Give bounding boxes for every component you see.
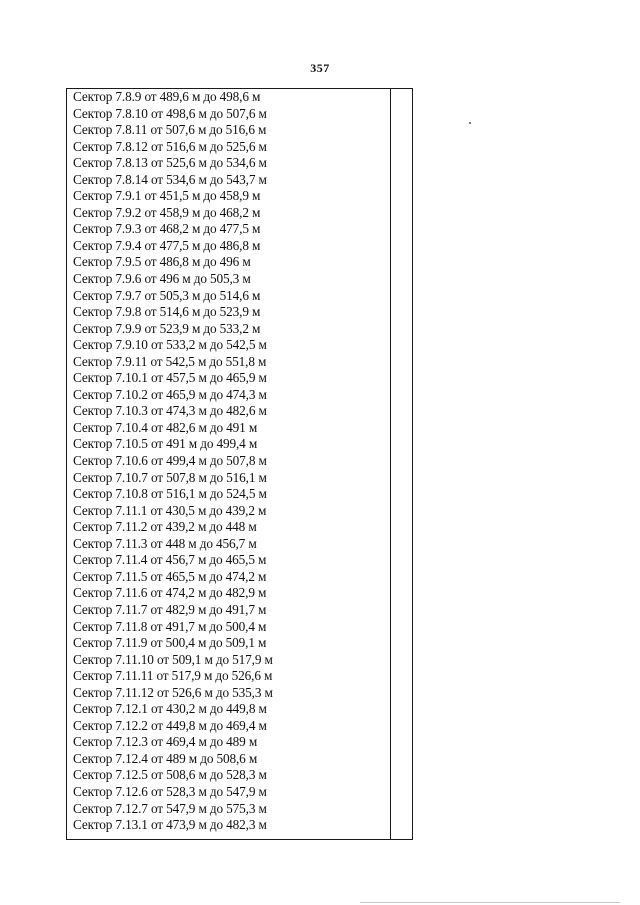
- table-row: Сектор 7.10.6 от 499,4 м до 507,8 м: [73, 453, 267, 469]
- table-row: Сектор 7.9.6 от 496 м до 505,3 м: [73, 271, 251, 287]
- table-row: Сектор 7.9.4 от 477,5 м до 486,8 м: [73, 237, 261, 253]
- table-row: Сектор 7.12.3 от 469,4 м до 489 м: [73, 734, 258, 750]
- table-row: Сектор 7.11.10 от 509,1 м до 517,9 м: [73, 651, 273, 667]
- table-row: Сектор 7.12.4 от 489 м до 508,6 м: [73, 750, 258, 766]
- table-row: Сектор 7.9.10 от 533,2 м до 542,5 м: [73, 337, 267, 353]
- table-row: Сектор 7.10.4 от 482,6 м до 491 м: [73, 419, 258, 435]
- table-row: Сектор 7.12.2 от 449,8 м до 469,4 м: [73, 717, 267, 733]
- table-row: Сектор 7.12.6 от 528,3 м до 547,9 м: [73, 783, 267, 799]
- table-row: Сектор 7.8.12 от 516,6 м до 525,6 м: [73, 138, 267, 154]
- table-row: Сектор 7.8.13 от 525,6 м до 534,6 м: [73, 155, 267, 171]
- table-row: Сектор 7.11.2 от 439,2 м до 448 м: [73, 519, 257, 535]
- table-row: Сектор 7.11.11 от 517,9 м до 526,6 м: [73, 668, 273, 684]
- table-row: Сектор 7.13.1 от 473,9 м до 482,3 м: [73, 817, 267, 833]
- table-row: Сектор 7.12.1 от 430,2 м до 449,8 м: [73, 701, 267, 717]
- page-number: 357: [310, 61, 330, 75]
- table-row: Сектор 7.9.3 от 468,2 м до 477,5 м: [73, 221, 261, 237]
- table-row: Сектор 7.11.7 от 482,9 м до 491,7 м: [73, 601, 267, 617]
- table-row: Сектор 7.11.12 от 526,6 м до 535,3 м: [73, 684, 273, 700]
- table-row: Сектор 7.9.7 от 505,3 м до 514,6 м: [73, 287, 261, 303]
- table-row: Сектор 7.8.11 от 507,6 м до 516,6 м: [73, 122, 267, 138]
- table-row: Сектор 7.11.3 от 448 м до 456,7 м: [73, 535, 257, 551]
- table-row: Сектор 7.8.10 от 498,6 м до 507,6 м: [73, 105, 267, 121]
- scan-speck: [469, 122, 471, 124]
- table-row: Сектор 7.10.8 от 516,1 м до 524,5 м: [73, 486, 267, 502]
- table-row: Сектор 7.8.14 от 534,6 м до 543,7 м: [73, 171, 267, 187]
- table-row: Сектор 7.10.1 от 457,5 м до 465,9 м: [73, 370, 267, 386]
- table-row: Сектор 7.11.9 от 500,4 м до 509,1 м: [73, 635, 267, 651]
- empty-right-column: [392, 89, 412, 839]
- table-row: Сектор 7.12.5 от 508,6 м до 528,3 м: [73, 767, 267, 783]
- table-row: Сектор 7.12.7 от 547,9 м до 575,3 м: [73, 800, 267, 816]
- table-row: Сектор 7.11.5 от 465,5 м до 474,2 м: [73, 568, 267, 584]
- table-row: Сектор 7.11.8 от 491,7 м до 500,4 м: [73, 618, 267, 634]
- table-row: Сектор 7.9.11 от 542,5 м до 551,8 м: [73, 353, 267, 369]
- scan-edge-line: [360, 902, 620, 903]
- table-row: Сектор 7.9.9 от 523,9 м до 533,2 м: [73, 320, 261, 336]
- sector-list: [73, 89, 388, 834]
- table-row: Сектор 7.9.2 от 458,9 м до 468,2 м: [73, 204, 261, 220]
- table-row: Сектор 7.9.5 от 486,8 м до 496 м: [73, 254, 251, 270]
- table-row: Сектор 7.11.1 от 430,5 м до 439,2 м: [73, 502, 267, 518]
- table-row: Сектор 7.10.2 от 465,9 м до 474,3 м: [73, 386, 267, 402]
- table-row: Сектор 7.8.9 от 489,6 м до 498,6 м: [73, 89, 261, 104]
- table-row: Сектор 7.10.3 от 474,3 м до 482,6 м: [73, 403, 267, 419]
- table-row: Сектор 7.10.7 от 507,8 м до 516,1 м: [73, 469, 267, 485]
- table-row: Сектор 7.10.5 от 491 м до 499,4 м: [73, 436, 258, 452]
- table-row: Сектор 7.11.4 от 456,7 м до 465,5 м: [73, 552, 267, 568]
- column-divider: [390, 89, 391, 839]
- table-row: Сектор 7.9.1 от 451,5 м до 458,9 м: [73, 188, 261, 204]
- table-row: Сектор 7.11.6 от 474,2 м до 482,9 м: [73, 585, 267, 601]
- table-row: Сектор 7.9.8 от 514,6 м до 523,9 м: [73, 304, 261, 320]
